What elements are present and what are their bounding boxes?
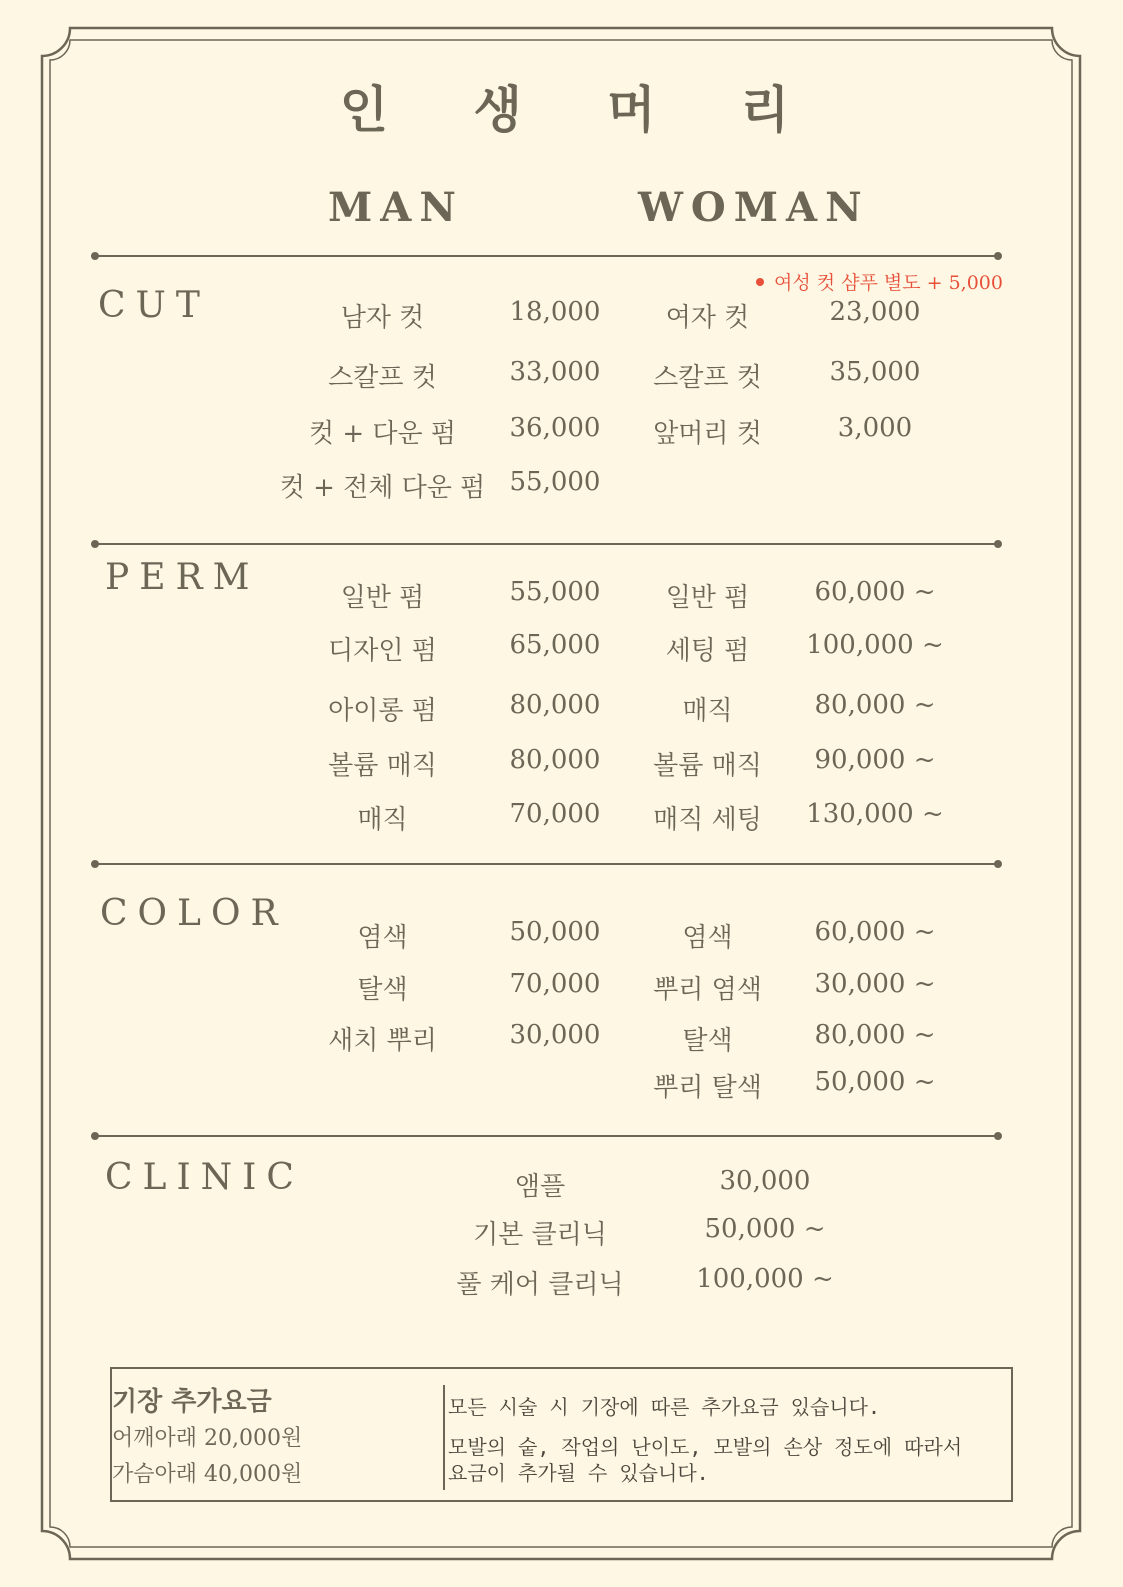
cut-section-label: CUT [98,285,210,326]
menu-item-price: 30,000 [509,1020,601,1050]
surcharge-line: 어깨아래 20,000원 [112,1426,303,1451]
surcharge-note: 모발의 숱, 작업의 난이도, 모발의 손상 정도에 따라서 [448,1435,963,1459]
menu-item-name: 매직 [357,805,408,835]
color-section-label: COLOR [100,893,288,934]
menu-item-price: 33,000 [509,357,601,387]
menu-item-price: 50,000 [509,917,601,947]
menu-item-name: 새치 뿌리 [328,1026,437,1056]
length-surcharge-box [110,1367,1013,1502]
menu-item-name: 아이롱 펌 [328,696,437,726]
clinic-section-label: CLINIC [105,1157,304,1198]
surcharge-note: 요금이 추가될 수 있습니다. [448,1461,709,1485]
divider [95,543,998,545]
bullet-icon [756,278,764,286]
menu-item-name: 뿌리 염색 [653,975,762,1005]
menu-item-name: 스칼프 컷 [653,363,762,393]
menu-item-price: 35,000 [829,357,921,387]
menu-item-name: 일반 펌 [665,583,750,613]
menu-item-name: 앰플 [514,1172,566,1202]
menu-item-name: 볼륨 매직 [653,751,762,781]
menu-item-name: 염색 [357,923,408,953]
menu-item-name: 디자인 펌 [328,636,437,666]
menu-item-price: 3,000 [837,413,913,443]
menu-item-price: 30,000 ~ [814,969,936,999]
surcharge-line: 가슴아래 40,000원 [112,1462,303,1487]
menu-item-price: 65,000 [509,630,601,660]
salon-title: 인 생 머 리 [339,80,824,139]
menu-item-name: 볼륨 매직 [328,751,437,781]
menu-item-price: 70,000 [509,799,601,829]
menu-item-price: 23,000 [829,297,921,327]
menu-item-price: 50,000 ~ [704,1214,826,1244]
menu-item-name: 탈색 [682,1026,733,1056]
menu-item-price: 70,000 [509,969,601,999]
menu-item-price: 130,000 ~ [806,799,944,829]
menu-item-price: 50,000 ~ [814,1067,936,1097]
menu-item-name: 뿌리 탈색 [653,1073,762,1103]
menu-item-name: 컷 + 다운 펌 [308,419,457,449]
menu-item-name: 여자 컷 [665,303,750,333]
divider [95,1135,998,1137]
menu-item-price: 55,000 [509,467,601,497]
perm-section-label: PERM [105,557,260,598]
menu-item-price: 100,000 ~ [806,630,944,660]
menu-item-name: 염색 [682,923,733,953]
menu-item-price: 60,000 ~ [814,577,936,607]
menu-item-price: 80,000 [509,690,601,720]
menu-item-price: 30,000 [719,1166,811,1196]
menu-item-price: 18,000 [509,297,601,327]
menu-item-price: 36,000 [509,413,601,443]
menu-item-name: 앞머리 컷 [653,419,762,449]
shampoo-note [756,268,1003,295]
menu-item-name: 매직 [682,696,733,726]
surcharge-note: 모든 시술 시 기장에 따른 추가요금 있습니다. [448,1395,881,1419]
menu-item-name: 컷 + 전체 다운 펌 [279,473,486,503]
menu-item-price: 80,000 ~ [814,1020,936,1050]
menu-item-name: 스칼프 컷 [328,363,437,393]
menu-item-price: 100,000 ~ [696,1264,834,1294]
menu-item-price: 80,000 ~ [814,690,936,720]
man-column-header: MAN [328,184,464,231]
menu-item-name: 세팅 펌 [665,636,750,666]
menu-item-name: 일반 펌 [340,583,425,613]
woman-column-header: WOMAN [638,184,870,231]
box-divider [443,1385,445,1490]
divider [95,255,998,257]
menu-item-name: 풀 케어 클리닉 [456,1270,624,1300]
shampoo-note-text: 여성 컷 샴푸 별도 + 5,000 [774,272,1003,294]
menu-item-name: 기본 클리닉 [473,1220,607,1250]
menu-item-price: 55,000 [509,577,601,607]
length-surcharge-title: 기장 추가요금 [112,1387,272,1417]
menu-item-price: 60,000 ~ [814,917,936,947]
menu-item-price: 80,000 [509,745,601,775]
menu-item-name: 남자 컷 [340,303,425,333]
menu-item-price: 90,000 ~ [814,745,936,775]
menu-item-name: 탈색 [357,975,408,1005]
divider [95,863,998,865]
menu-item-name: 매직 세팅 [653,805,762,835]
